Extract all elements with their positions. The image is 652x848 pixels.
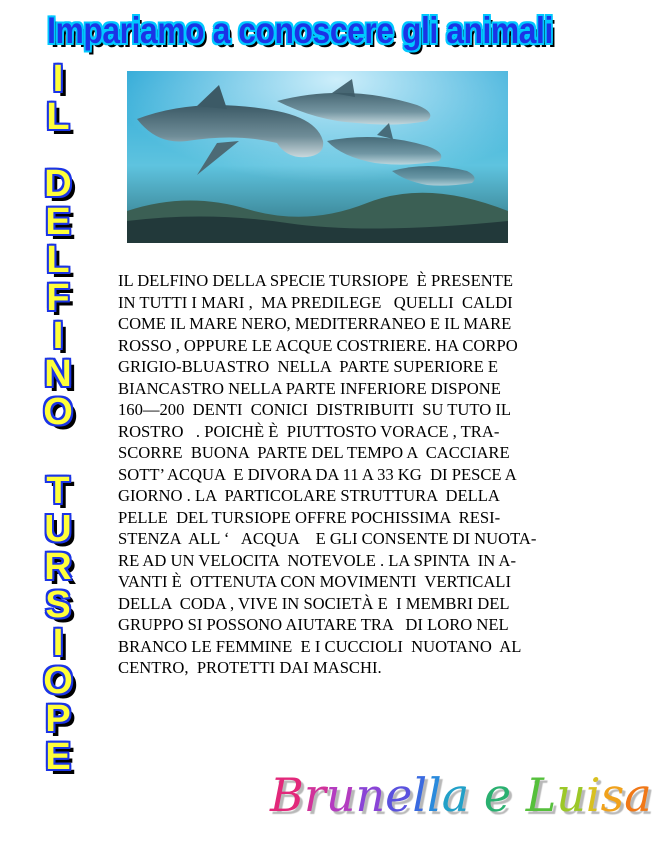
vertical-title-letter: F xyxy=(46,277,70,319)
signature-letter xyxy=(511,768,526,822)
body-line: STENZA ALL ‘ ACQUA E GLI CONSENTE DI NUOTA- xyxy=(118,529,537,548)
vertical-title-letter: O xyxy=(43,660,73,702)
vertical-title-letter: P xyxy=(45,698,71,740)
body-line: RE AD UN VELOCITA NOTEVOLE . LA SPINTA IN A- xyxy=(118,550,517,570)
body-line: ROSSO , OPPURE LE ACQUE COSTRIERE. HA CORPO xyxy=(118,335,518,355)
signature-letter: u xyxy=(325,768,356,822)
body-line: GRUPPO SI POSSONO AIUTARE TRA DI LORO NEL xyxy=(118,615,509,634)
body-line: PELLE DEL TURSIOPE OFFRE POCHISSIMA RESI- xyxy=(118,507,501,527)
authors-signature xyxy=(270,760,652,838)
signature-letter xyxy=(469,768,484,822)
body-line: DELLA CODA , VIVE IN SOCIETÀ E I MEMBRI DEL xyxy=(118,593,510,613)
page-title: Impariamo a conoscere gli animali xyxy=(47,10,553,51)
vertical-title-letter: E xyxy=(45,736,71,778)
body-line: COME IL MARE NERO, MEDITERRANEO E IL MARE xyxy=(118,314,512,333)
vertical-title-letter: I xyxy=(52,315,64,357)
vertical-title-letter: I xyxy=(52,622,64,664)
body-line: 160—200 DENTI CONICI DISTRIBUITI SU TUTO IL xyxy=(118,400,511,419)
signature-letter: L xyxy=(525,768,557,822)
signature-letter: e xyxy=(483,768,512,822)
vertical-title xyxy=(28,60,88,840)
body-line: SCORRE BUONA PARTE DEL TEMPO A CACCIARE xyxy=(118,443,510,462)
article-body xyxy=(118,270,558,679)
signature-letter: u xyxy=(556,768,586,822)
body-line: SOTT’ ACQUA E DIVORA DA 11 A 33 KG DI PESCE A xyxy=(118,464,517,484)
signature-letter: e xyxy=(385,768,413,822)
vertical-title-letter: O xyxy=(43,391,73,433)
vertical-title-letter: R xyxy=(44,546,72,588)
vertical-title-letter: I xyxy=(52,58,64,100)
signature-letter: n xyxy=(355,768,386,822)
body-line: IL DELFINO DELLA SPECIE TURSIOPE È PRESENTE xyxy=(118,271,514,290)
body-line: CENTRO, PROTETTI DAI MASCHI. xyxy=(118,658,382,677)
body-line: BRANCO LE FEMMINE E I CUCCIOLI NUOTANO AL xyxy=(118,636,522,656)
vertical-title-letter: E xyxy=(45,201,71,243)
body-line: IN TUTTI I MARI , MA PREDILEGE QUELLI CALDI xyxy=(118,292,513,312)
vertical-title-letter: L xyxy=(46,96,70,138)
signature-letter: a xyxy=(441,768,470,822)
body-line: GIORNO . LA PARTICOLARE STRUTTURA DELLA xyxy=(118,486,500,505)
signature-letter: i xyxy=(585,768,601,822)
body-line: BIANCASTRO NELLA PARTE INFERIORE DISPONE xyxy=(118,378,501,398)
signature-letter: B xyxy=(270,768,304,822)
body-line: VANTI È OTTENUTA CON MOVIMENTI VERTICALI xyxy=(118,572,511,591)
signature-letter: l xyxy=(412,768,428,822)
dolphins-image xyxy=(127,71,508,243)
vertical-title-letter: L xyxy=(46,239,70,281)
signature-letter: s xyxy=(600,768,625,822)
vertical-title-letter: T xyxy=(46,470,70,512)
body-line: ROSTRO . POICHÈ È PIUTTOSTO VORACE , TRA- xyxy=(118,421,500,441)
signature-letter: a xyxy=(624,768,652,822)
body-line: GRIGIO-BLUASTRO NELLA PARTE SUPERIORE E xyxy=(118,357,499,376)
signature-letter: r xyxy=(303,768,326,822)
vertical-title-letter: U xyxy=(44,508,72,550)
signature-letter: l xyxy=(427,768,442,822)
vertical-title-letter: S xyxy=(45,584,71,626)
dolphins-photo xyxy=(127,71,508,243)
vertical-title-letter: D xyxy=(44,163,72,205)
vertical-title-letter: N xyxy=(44,353,72,395)
